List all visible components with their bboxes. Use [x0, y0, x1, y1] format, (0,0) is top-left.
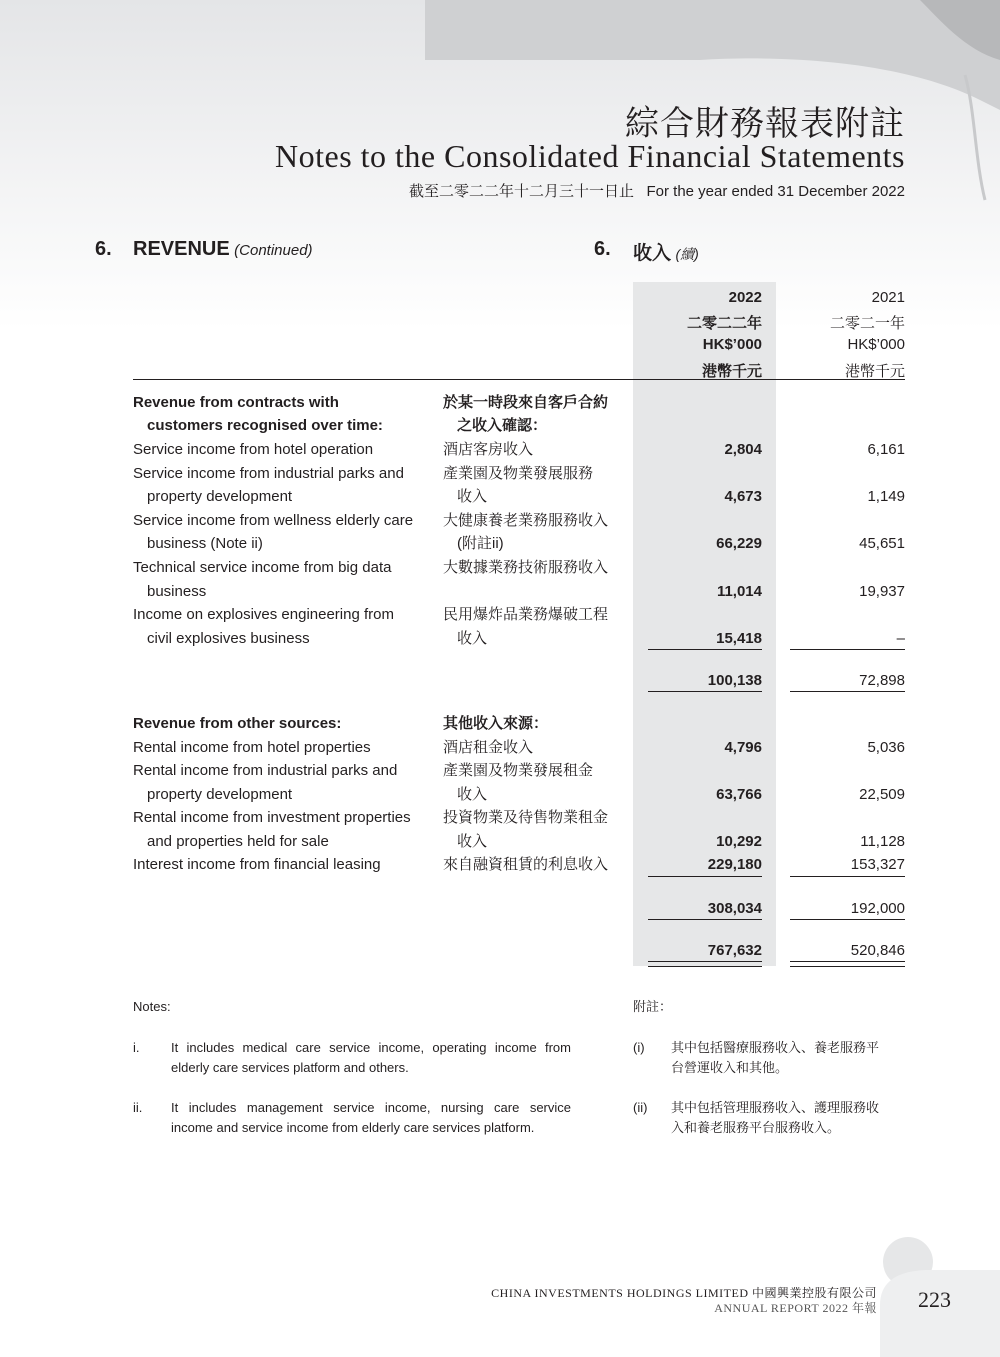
section-heading-zh — [633, 238, 699, 265]
table-cell-current: 66,229 — [716, 535, 762, 552]
note-text-en-line: It includes management service income, nursing care service — [171, 1100, 571, 1115]
table-cell-previous: 11,128 — [860, 833, 905, 850]
note-text-en-line: income and service income from elderly care services platform. — [171, 1120, 535, 1135]
col-header-previous-year: 2021 — [871, 289, 905, 306]
note-text-zh-line: 其中包括管理服務收入、護理服務收 — [671, 1100, 880, 1115]
note-marker-zh: (ii) — [633, 1100, 648, 1115]
contracts-heading-en-1: Revenue from contracts with — [133, 394, 339, 411]
notes-label-en: Notes: — [133, 999, 171, 1014]
section-number-zh: 6. — [594, 238, 611, 260]
table-row-label-zh: 大數據業務技術服務收入 — [443, 559, 609, 576]
col-header-current-unit-zh: 港幣千元 — [701, 363, 762, 380]
other-subtotal-previous: 192,000 — [850, 900, 905, 917]
table-row-label-zh: 大健康養老業務服務收入 — [443, 512, 609, 529]
table-cell-previous: 19,937 — [859, 583, 905, 600]
table-row-label-en-cont: civil explosives business — [147, 630, 310, 647]
period-en: For the year ended 31 December 2022 — [646, 183, 905, 200]
subtotal-underline-previous — [790, 691, 905, 692]
table-row-label-en: Interest income from financial leasing — [133, 856, 381, 873]
table-row-label-zh-cont: 收入 — [457, 630, 488, 647]
table-cell-previous: 5,036 — [867, 739, 905, 756]
col-header-previous-unit: HK$’000 — [847, 336, 905, 353]
table-row-label-en-cont: property development — [147, 488, 293, 505]
table-row-label-zh: 產業園及物業發展租金 — [443, 762, 594, 779]
note-text-zh-line: 其中包括醫療服務收入、養老服務平 — [671, 1040, 880, 1055]
table-cell-current: 11,014 — [716, 583, 762, 600]
footer-company: CHINA INVESTMENTS HOLDINGS LIMITED 中國興業控股有限公司 — [491, 1286, 877, 1300]
table-row-label-en-cont: business — [147, 583, 207, 600]
table-row-label-en-cont: property development — [147, 786, 293, 803]
note-text-zh-line: 台營運收入和其他。 — [671, 1060, 789, 1075]
contracts-heading-en-2: customers recognised over time: — [147, 417, 383, 434]
period-line — [409, 180, 905, 201]
table-row-label-en-cont: business (Note ii) — [147, 535, 263, 552]
table-cell-previous: 6,161 — [867, 441, 905, 458]
table-row-label-en-cont: and properties held for sale — [147, 833, 329, 850]
contracts-heading-zh-1: 於某一時段來自客戶合約 — [443, 394, 609, 411]
table-cell-current: 229,180 — [707, 856, 762, 873]
notes-label-zh: 附註： — [633, 999, 673, 1014]
subtotal-rule-current — [648, 649, 762, 650]
table-cell-previous: 153,327 — [850, 856, 905, 873]
total-double-rule-current — [648, 961, 762, 967]
table-row-label-zh: 民用爆炸品業務爆破工程 — [443, 606, 609, 623]
note-text-en-line: elderly care services platform and others. — [171, 1060, 409, 1075]
total-previous: 520,846 — [850, 942, 905, 959]
subtotal-rule-previous — [790, 876, 905, 877]
other-heading-zh: 其他收入來源： — [443, 715, 549, 732]
note-marker-zh: (i) — [633, 1040, 645, 1055]
section-number: 6. — [95, 238, 112, 260]
note-marker-en: i. — [133, 1040, 140, 1055]
table-row-label-zh: 來自融資租賃的利息收入 — [443, 856, 609, 873]
subtotal-rule-previous — [790, 649, 905, 650]
col-header-current-year: 2022 — [728, 289, 762, 306]
table-row-label-zh-cont: 收入 — [457, 833, 488, 850]
table-row-label-en: Technical service income from big data — [133, 559, 392, 576]
table-cell-current: 4,673 — [724, 488, 762, 505]
table-cell-previous: 45,651 — [859, 535, 905, 552]
section-continued-zh: (續) — [675, 246, 699, 262]
table-cell-current: 15,418 — [716, 630, 762, 647]
note-text-zh — [671, 1038, 905, 1078]
subtotal-underline-current — [648, 691, 762, 692]
note-text-en-line: It includes medical care service income, operating income from — [171, 1040, 571, 1055]
table-cell-previous: 1,149 — [867, 488, 905, 505]
table-row-label-zh: 酒店客房收入 — [443, 441, 534, 458]
table-row-label-en: Service income from hotel operation — [133, 441, 374, 458]
note-text-en — [171, 1038, 571, 1078]
table-cell-current: 63,766 — [716, 786, 762, 803]
table-row-label-zh-cont: 收入 — [457, 488, 488, 505]
other-subtotal-current: 308,034 — [707, 900, 762, 917]
table-row-label-zh: 投資物業及待售物業租金 — [443, 809, 609, 826]
table-row-label-en: Income on explosives engineering from — [133, 606, 394, 623]
table-row-label-zh-cont: (附註ii) — [457, 535, 504, 552]
col-header-previous-year-zh: 二零二一年 — [829, 315, 905, 332]
note-text-zh-line: 入和養老服務平台服務收入。 — [671, 1120, 841, 1135]
table-row-label-en: Service income from wellness elderly care — [133, 512, 414, 529]
page-title-en: Notes to the Consolidated Financial Statements — [274, 138, 905, 174]
section-title-zh: 收入 — [633, 243, 672, 264]
footer-report: ANNUAL REPORT 2022 年報 — [714, 1301, 877, 1315]
other-heading-en: Revenue from other sources: — [133, 715, 342, 732]
total-double-rule-previous — [790, 961, 905, 967]
subtotal-rule-current — [648, 876, 762, 877]
section-heading — [133, 238, 313, 261]
table-row-label-en: Service income from industrial parks and — [133, 465, 404, 482]
col-header-current-year-zh: 二零二二年 — [686, 315, 762, 332]
table-cell-current: 4,796 — [724, 739, 762, 756]
col-header-previous-unit-zh: 港幣千元 — [844, 363, 905, 380]
section-continued: (Continued) — [234, 242, 313, 259]
page-number: 223 — [918, 1287, 951, 1312]
table-row-label-en: Rental income from hotel properties — [133, 739, 371, 756]
contracts-heading-zh-2: 之收入確認： — [457, 417, 548, 434]
subtotal-underline-current — [648, 919, 762, 920]
page-title-zh: 綜合財務報表附註 — [625, 104, 905, 144]
section-title: REVENUE — [133, 238, 230, 260]
table-row-label-zh: 酒店租金收入 — [443, 739, 534, 756]
contracts-subtotal-current: 100,138 — [707, 672, 762, 689]
table-row-label-en: Rental income from investment properties — [133, 809, 411, 826]
table-cell-current: 2,804 — [724, 441, 762, 458]
table-cell-previous: 22,509 — [859, 786, 905, 803]
note-text-en — [171, 1098, 571, 1138]
table-row-label-zh: 產業園及物業發展服務 — [443, 465, 594, 482]
note-marker-en: ii. — [133, 1100, 143, 1115]
note-text-zh — [671, 1098, 905, 1138]
total-current: 767,632 — [707, 942, 762, 959]
col-header-current-unit: HK$’000 — [702, 336, 762, 353]
period-zh: 截至二零二二年十二月三十一日止 — [408, 183, 634, 200]
table-row-label-en: Rental income from industrial parks and — [133, 762, 398, 779]
subtotal-underline-previous — [790, 919, 905, 920]
table-cell-previous: – — [896, 630, 905, 647]
table-cell-current: 10,292 — [716, 833, 762, 850]
contracts-subtotal-previous: 72,898 — [859, 672, 905, 689]
table-header-rule — [133, 379, 905, 380]
table-row-label-zh-cont: 收入 — [457, 786, 488, 803]
